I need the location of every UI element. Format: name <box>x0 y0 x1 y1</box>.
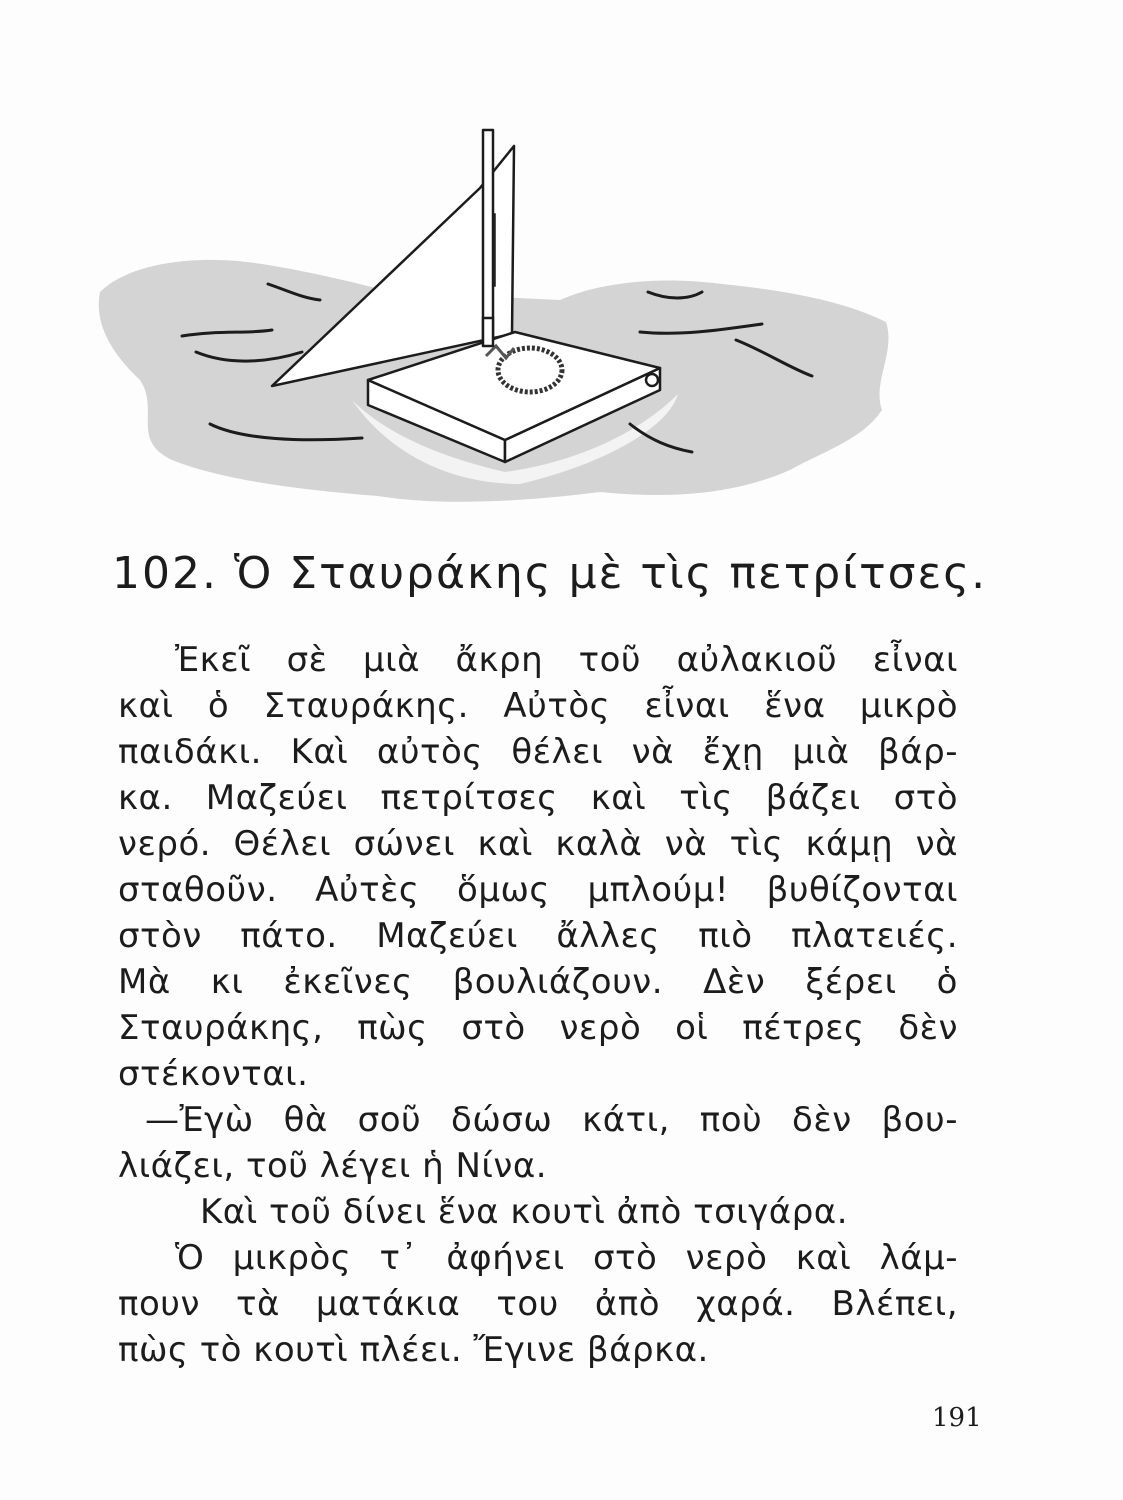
text-line: Ἐκεῖ σὲ μιὰ ἄκρη τοῦ αὐλακιοῦ εἶναι <box>175 640 958 680</box>
text-line: Καὶ τοῦ δίνει ἕνα κουτὶ ἀπὸ τσιγάρα. <box>200 1192 848 1232</box>
text-line: στὸν πάτο. Μαζεύει ἄλλες πιὸ πλατειές. <box>118 916 958 956</box>
text-line: στέκονται. <box>118 1054 309 1094</box>
text-line: —Ἐγὼ θὰ σοῦ δώσω κάτι, ποὺ δὲν βου- <box>145 1100 958 1140</box>
text-line: καὶ ὁ Σταυράκης. Αὐτὸς εἶναι ἕνα μικρὸ <box>118 686 958 726</box>
mast-base <box>483 318 493 346</box>
text-line: πὼς τὸ κουτὶ πλέει. Ἔγινε βάρκα. <box>118 1330 709 1370</box>
page-number: 191 <box>932 1403 982 1433</box>
lesson-number: 102. <box>112 548 218 599</box>
sailboat-box-illustration <box>0 0 1123 520</box>
lesson-title <box>112 546 987 602</box>
mast <box>483 130 493 346</box>
text-line: Σταυράκης, πὼς στὸ νερὸ οἱ πέτρες δὲν <box>118 1008 958 1048</box>
text-line: Μὰ κι ἐκεῖνες βουλιάζουν. Δὲν ξέρει ὁ <box>118 962 958 1002</box>
lesson-body <box>118 637 958 1373</box>
lesson-title-text: Ὁ Σταυράκης μὲ τὶς πετρίτσες. <box>233 548 988 599</box>
box-knob <box>646 374 658 386</box>
text-line: πουν τὰ ματάκια του ἀπὸ χαρά. Βλέπει, <box>118 1284 958 1324</box>
text-line: σταθοῦν. Αὐτὲς ὅμως μπλούμ! βυθίζονται <box>118 870 958 910</box>
text-line: νερό. Θέλει σώνει καὶ καλὰ νὰ τὶς κάμῃ νὰ <box>118 824 958 864</box>
text-line: Ὁ μικρὸς τ᾽ ἀφήνει στὸ νερὸ καὶ λάμ- <box>175 1238 958 1278</box>
text-line: λιάζει, τοῦ λέγει ἡ Νίνα. <box>118 1146 548 1186</box>
text-line: παιδάκι. Καὶ αὐτὸς θέλει νὰ ἔχῃ μιὰ βάρ- <box>118 732 958 772</box>
text-line: κα. Μαζεύει πετρίτσες καὶ τὶς βάζει στὸ <box>118 778 958 818</box>
